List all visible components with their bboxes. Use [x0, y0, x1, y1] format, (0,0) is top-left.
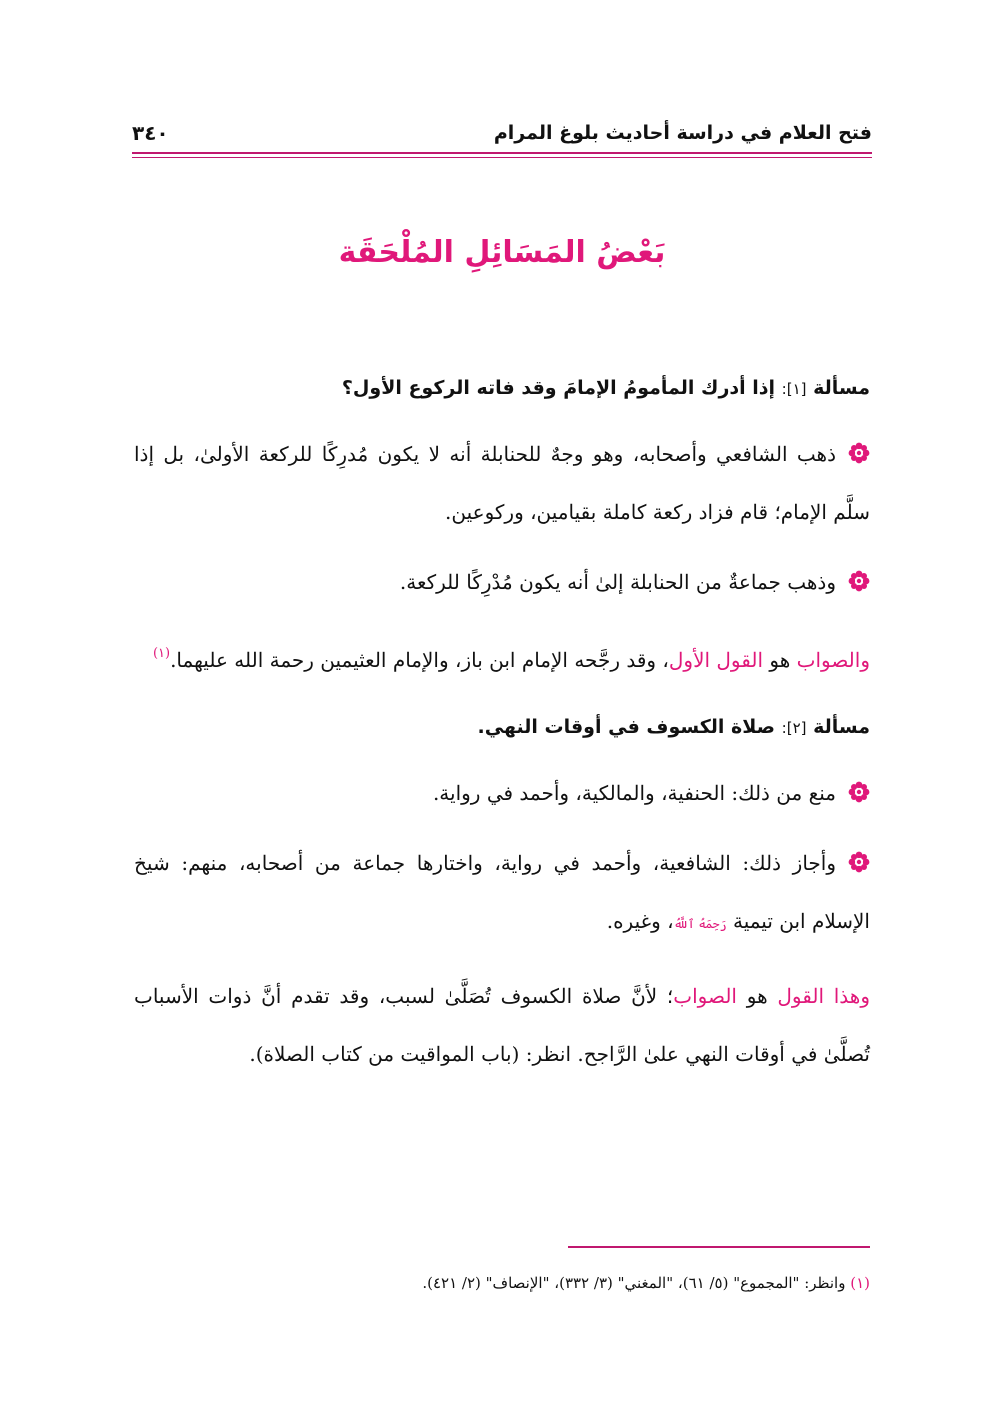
flower-rosette-icon: [848, 570, 870, 592]
header-rule: [132, 152, 872, 154]
highlight-text: والصواب: [796, 648, 870, 672]
opinion-text-end: ، وغيره.: [606, 909, 674, 933]
header-rule-thin: [132, 157, 872, 158]
opinion-text: وذهب جماعةٌ من الحنابلة إلىٰ أنه يكون مُدْرِكًا للركعة.: [399, 570, 836, 594]
footnote-text: وانظر: "المجموع" (٥/ ٦١)، "المغني" (٣/ ٣٣٢)، "الإنصاف" (٢/ ٤٢١).: [422, 1274, 851, 1292]
opinion-text: ذهب الشافعي وأصحابه، وهو وجهٌ للحنابلة أنه لا يكون مُدرِكًا للركعة الأولىٰ، بل إذا سلَّم الإمام؛ قام فزاد ركعة كاملة بقيامين، وركوعين.: [134, 442, 870, 524]
issue-label: مسألة: [813, 377, 870, 399]
body-text: [134, 368, 870, 1095]
issue-1-opinion-2: [134, 553, 870, 611]
issue-question: إذا أدرك المأمومُ الإمامَ وقد فاته الركوع الأول؟: [341, 377, 776, 399]
issue-1-opinion-1: [134, 425, 870, 541]
issue-number: [٢]:: [781, 719, 807, 737]
issue-label: مسألة: [813, 716, 870, 738]
footnote-rule: [568, 1246, 870, 1248]
honorific-text: رَحِمَهُ ٱللَّهُ: [673, 917, 727, 931]
issue-1-conclusion: [134, 625, 870, 689]
issue-2-opinion-1: [134, 764, 870, 822]
section-title: بَعْضُ المَسَائِلِ المُلْحَقَة: [338, 235, 666, 270]
flower-rosette-icon: [848, 442, 870, 464]
highlight-text: وهذا القول: [777, 984, 871, 1008]
footnote: [134, 1268, 870, 1298]
conclusion-text: هو: [737, 984, 778, 1008]
flower-rosette-icon: [848, 851, 870, 873]
issue-2-heading: [134, 707, 870, 748]
issue-number: [١]:: [781, 380, 807, 398]
highlight-text: الصواب: [673, 984, 737, 1008]
issue-1-heading: [134, 368, 870, 409]
footnote-reference[interactable]: (١): [152, 646, 171, 661]
issue-2-opinion-2: [134, 834, 870, 953]
issue-question: صلاة الكسوف في أوقات النهي.: [477, 716, 776, 738]
conclusion-text: ، وقد رجَّحه الإمام ابن باز، والإمام العثيمين رحمة الله عليهما.: [170, 648, 669, 672]
conclusion-text: هو: [763, 648, 797, 672]
footnote-number: (١): [850, 1274, 870, 1292]
highlight-text: القول الأول: [668, 648, 764, 672]
opinion-text: منع من ذلك: الحنفية، والمالكية، وأحمد في رواية.: [432, 781, 836, 805]
conclusion-text: ؛ لأنَّ صلاة الكسوف تُصَلَّىٰ لسبب، وقد تقدم أنَّ ذوات الأسباب تُصلَّىٰ في أوقات النهي علىٰ الرَّاجح. انظر: (باب المواقيت من كتاب الصلاة).: [134, 984, 870, 1066]
flower-rosette-icon: [848, 781, 870, 803]
opinion-text: وأجاز ذلك: الشافعية، وأحمد في رواية، واختارها جماعة من أصحابه، منهم: شيخ الإسلام ابن تيمية: [134, 851, 870, 933]
page-number: ٣٤٠: [132, 121, 169, 145]
issue-2-conclusion: [134, 967, 870, 1083]
book-title: فتح العلام في دراسة أحاديث بلوغ المرام: [493, 122, 872, 144]
